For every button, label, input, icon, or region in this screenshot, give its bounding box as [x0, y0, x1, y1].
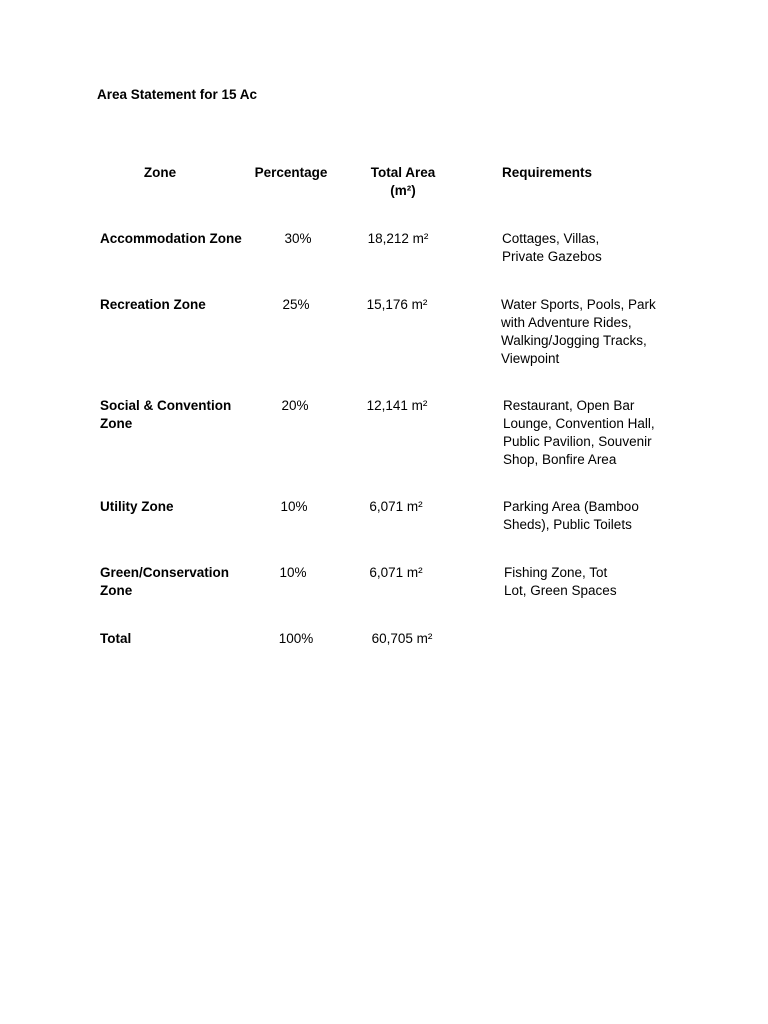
- requirements-line: Walking/Jogging Tracks,: [501, 333, 647, 348]
- requirements-line: Parking Area (Bamboo: [503, 499, 639, 514]
- requirements-line: Shop, Bonfire Area: [503, 452, 617, 467]
- header-total-area-unit: (m²): [390, 183, 416, 198]
- header-percentage: Percentage: [254, 165, 328, 180]
- requirements-line: Lounge, Convention Hall,: [503, 416, 655, 431]
- requirements-line: Restaurant, Open Bar: [503, 398, 635, 413]
- zone-requirements: [501, 296, 676, 368]
- zone-requirements: [504, 564, 679, 600]
- zone-name: Utility Zone: [100, 499, 174, 514]
- requirements-line: Public Pavilion, Souvenir: [503, 434, 652, 449]
- header-requirements: Requirements: [502, 165, 593, 180]
- zone-requirements: [503, 498, 678, 534]
- zone-area: 6,071 m²: [369, 499, 423, 514]
- requirements-line: Sheds), Public Toilets: [503, 517, 632, 532]
- requirements-line: Viewpoint: [501, 351, 560, 366]
- zone-name: Social & Convention Zone: [100, 398, 232, 431]
- total-label: Total: [100, 631, 132, 646]
- zone-percentage: 10%: [279, 565, 307, 580]
- zone-name: Accommodation Zone: [100, 231, 242, 246]
- requirements-line: Water Sports, Pools, Park: [501, 297, 656, 312]
- zone-percentage: 20%: [281, 398, 309, 413]
- header-total-area-label: Total Area: [370, 165, 436, 180]
- page-title: Area Statement for 15 Ac: [97, 87, 258, 102]
- requirements-line: Private Gazebos: [502, 249, 602, 264]
- zone-name: Green/Conservation Zone: [100, 565, 230, 598]
- zone-name: Recreation Zone: [100, 297, 206, 312]
- total-percentage: 100%: [278, 631, 314, 646]
- zone-percentage: 10%: [280, 499, 308, 514]
- requirements-line: Cottages, Villas,: [502, 231, 600, 246]
- zone-area: 12,141 m²: [366, 398, 428, 413]
- requirements-line: with Adventure Rides,: [501, 315, 632, 330]
- total-area: 60,705 m²: [371, 631, 433, 646]
- zone-percentage: 30%: [284, 231, 312, 246]
- header-total-area: [358, 164, 448, 200]
- zone-percentage: 25%: [282, 297, 310, 312]
- zone-area: 15,176 m²: [366, 297, 428, 312]
- zone-requirements: [502, 230, 677, 266]
- header-zone: Zone: [143, 165, 177, 180]
- zone-requirements: [503, 397, 678, 469]
- requirements-line: Fishing Zone, Tot: [504, 565, 608, 580]
- zone-area: 6,071 m²: [369, 565, 423, 580]
- zone-area: 18,212 m²: [367, 231, 429, 246]
- requirements-line: Lot, Green Spaces: [504, 583, 617, 598]
